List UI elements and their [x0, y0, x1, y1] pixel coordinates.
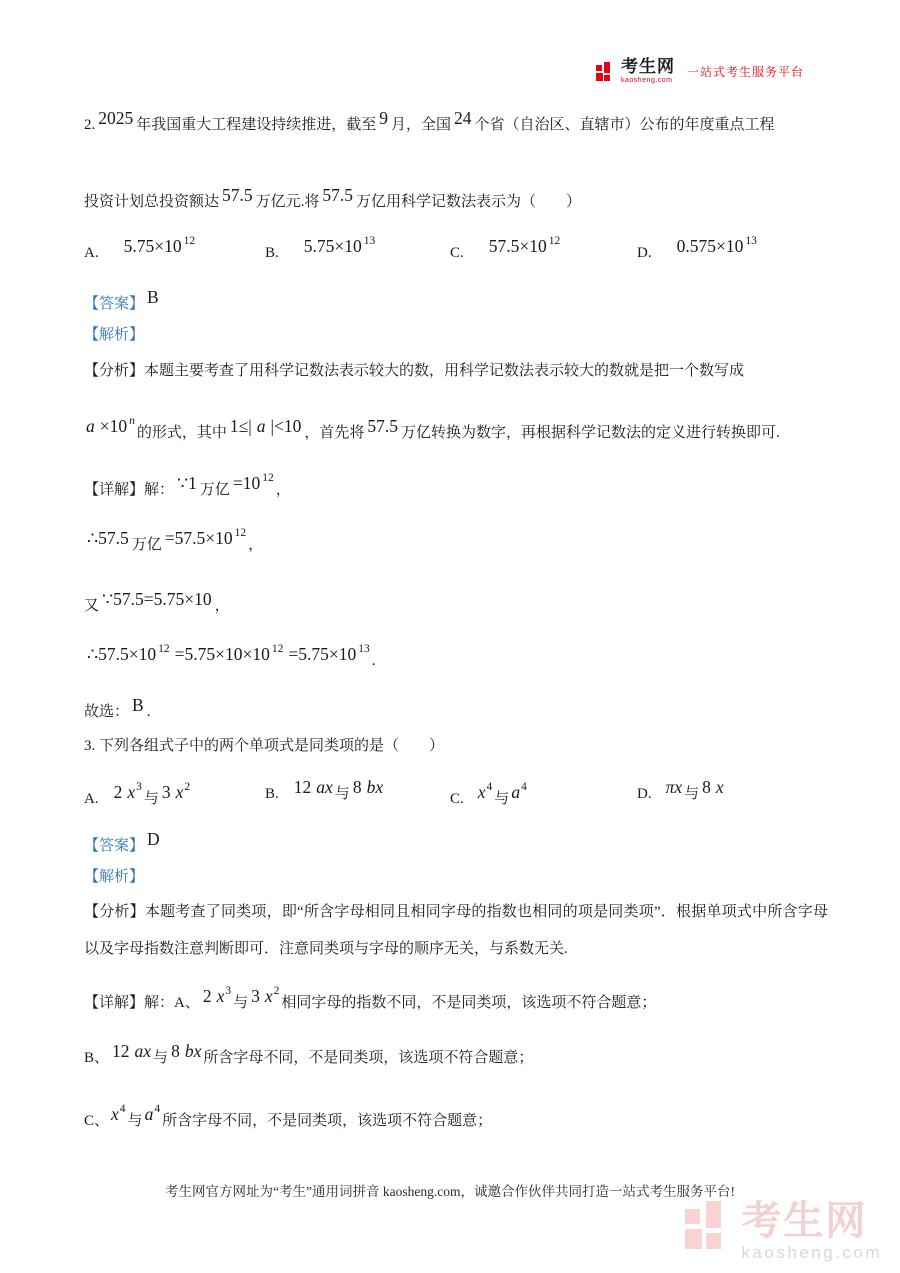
q2-stem-line-2: 投资计划总投资额达 57.5 万亿元.将 57.5 万亿用科学记数法表示为（ ）	[84, 185, 582, 210]
q2-option-a: A. 5.75×10 $^{12}$	[84, 235, 196, 261]
header-logo	[596, 58, 804, 84]
corner-watermark	[685, 1201, 882, 1261]
q2-analysis-formula-line: a ×10 $^n$的形式，其中 1≤| a |<10 ，首先将 57.5 万亿转换为数字，再根据科学记数法的定义进行转换即可.	[86, 415, 780, 441]
q3-detail-line-b: B、 12 ax 与 8 bx 所含字母不同，不是同类项，该选项不符合题意；	[84, 1041, 534, 1066]
q3-option-d-value: πx 与 8 x	[665, 777, 724, 802]
q3-option-a-value: 2 $x^3$与 3 $x^2$	[113, 781, 191, 807]
q2-answer-line: 【答案】 B	[84, 287, 159, 312]
logo-name: 考生网	[620, 57, 675, 76]
q2-detail-line-1: 【详解】解： ∵1 万亿 =10 $^{12}$，	[84, 472, 291, 498]
q3-option-b-value: 12 ax 与 8 bx	[293, 777, 384, 802]
q2-jiexi-label: 【解析】	[84, 327, 145, 343]
q3-option-c-value: $x^4$与 $a^4$	[477, 781, 527, 807]
q2-conclusion: 故选： B .	[84, 695, 151, 720]
q3-analysis-paragraph: 【分析】本题考查了同类项，即“所含字母相同且相同字母的指数也相同的项是同类项”．根据单项式中所含字母以及字母指数注意判断即可．注意同类项与字母的顺序无关，与系数无关.	[84, 904, 828, 957]
q2-options-row	[84, 228, 828, 261]
q2-stem-line-1: 2. 2025 年我国重大工程建设持续推进，截至 9 月，全国 24 个省（自治区、直辖市）公布的年度重点工程	[84, 108, 775, 133]
q3-options-row	[84, 774, 828, 807]
q2-detail-line-3: 又 ∵57.5=5.75×10 ，	[84, 589, 230, 614]
q3-detail-line-c: C、 $x^4$与 $a^4$所含字母不同，不是同类项，该选项不符合题意；	[84, 1103, 493, 1129]
q2-detail-line-2: ∴57.5 万亿 =57.5×10 $^{12}$，	[87, 527, 264, 553]
q3-answer-line: 【答案】 D	[84, 829, 160, 854]
q3-stem: 3. 下列各组式子中的两个单项式是同类项的是（ ）	[84, 738, 445, 754]
q3-detail-line-a: 【详解】解：A、 2 $x^3$与 3 $x^2$相同字母的指数不同，不是同类项，该选项不符合题意；	[84, 985, 657, 1011]
q2-option-a-value: 5.75×10 $^{12}$	[123, 235, 196, 256]
q2-option-d-value: 0.575×10 $^{13}$	[676, 235, 757, 256]
q3-jiexi-label: 【解析】	[84, 869, 145, 885]
q2-option-d: D. 0.575×10 $^{13}$	[637, 235, 757, 261]
kaosheng-watermark-icon	[685, 1201, 729, 1249]
q2-option-b-value: 5.75×10 $^{13}$	[303, 235, 376, 256]
logo-slogan: 一站式考生服务平台	[686, 64, 804, 79]
q2-option-c-value: 57.5×10 $^{12}$	[488, 235, 561, 256]
q3-option-b: B. 12 ax 与 8 bx	[265, 777, 384, 802]
footer-text: 考生网官方网址为“考生”通用词拼音 kaosheng.com，诚邀合作伙伴共同打造一站式考生服务平台!	[165, 1184, 735, 1199]
q2-detail-line-4: ∴57.5×10 $^{12}$ =5.75×10×10 $^{12}$ =5.75×10 $^{13}$.	[87, 643, 376, 669]
logo-domain: kaosheng.com	[620, 77, 673, 84]
q3-option-c: C. $x^4$与 $a^4$	[450, 781, 527, 807]
watermark-domain: kaosheng.com	[741, 1243, 882, 1262]
q2-option-c: C. 57.5×10 $^{12}$	[450, 235, 561, 261]
kaosheng-logo-icon	[596, 62, 613, 81]
q3-option-d: D. πx 与 8 x	[637, 777, 724, 802]
q3-option-a: A. 2 $x^3$与 3 $x^2$	[84, 781, 191, 807]
q2-option-b: B. 5.75×10 $^{13}$	[265, 235, 376, 261]
watermark-name: 考生网	[741, 1199, 868, 1243]
q2-analysis-line-1: 【分析】本题主要考查了用科学记数法表示较大的数，用科学记数法表示较大的数就是把一个数写成	[84, 363, 745, 379]
